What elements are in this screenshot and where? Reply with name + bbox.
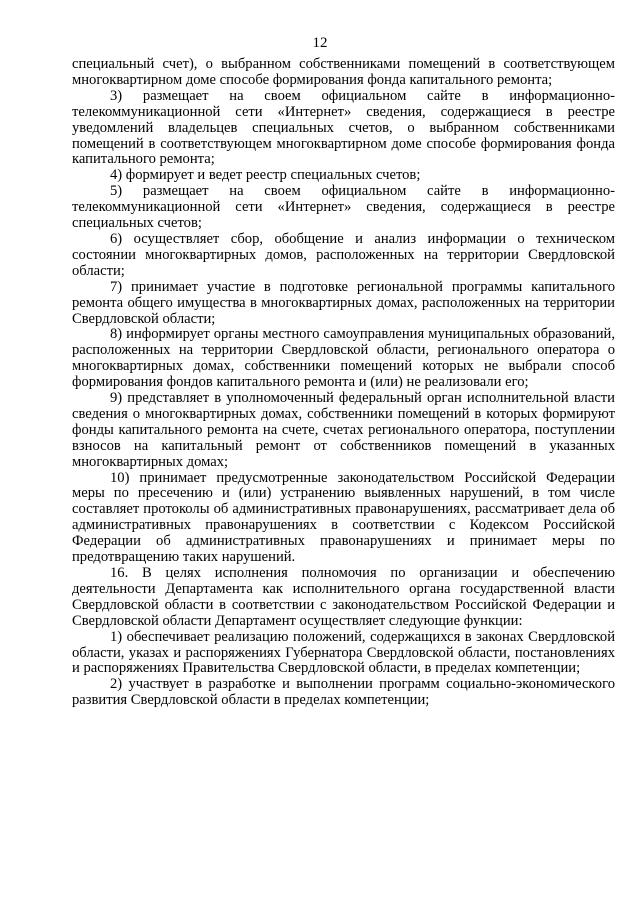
paragraph: 2) участвует в разработке и выполнении программ социально-экономического развития Свердловской области в пределах компетенции; bbox=[72, 676, 615, 709]
paragraph: 6) осуществляет сбор, обобщение и анализ информации о техническом состоянии многоквартирных домов, расположенных на территории Свердловской области; bbox=[72, 230, 615, 279]
paragraph: 4) формирует и ведет реестр специальных счетов; bbox=[110, 167, 421, 184]
paragraph: 7) принимает участие в подготовке региональной программы капитального ремонта общего имущества в многоквартирных домах, расположенных на территории Свердловской области; bbox=[72, 278, 615, 327]
paragraph: 10) принимает предусмотренные законодательством Российской Федерации меры по пресечению и (или) устранению выявленных нарушений, в том числе составляет протоколы об административных правонарушениях, рассматривает дела об административных правонарушениях в соответствии с Кодексом Российской Федерации об административных правонарушениях и принимает меры по предотвращению таких нарушений. bbox=[72, 469, 615, 566]
paragraph: 16. В целях исполнения полномочия по организации и обеспечению деятельности Департамента как исполнительного органа государственной власти Свердловской области в соответствии с законодательством Российской Федерации и Свердловской области Департамент осуществляет следующие функции: bbox=[72, 565, 615, 629]
paragraph: 5) размещает на своем официальном сайте в информационно-телекоммуникационной сети «Интернет» сведения, содержащиеся в реестре специальных счетов; bbox=[72, 183, 615, 232]
paragraph: 3) размещает на своем официальном сайте в информационно-телекоммуникационной сети «Интернет» сведения, содержащиеся в реестре уведомлений владельцев специальных счетов, о выбранном собственниками помещений в соответствующем многоквартирном доме способе формирования фонда капитального ремонта; bbox=[72, 87, 615, 168]
paragraph: 9) представляет в уполномоченный федеральный орган исполнительной власти сведения о многоквартирных домах, собственники помещений в которых формируют фонды капитального ремонта на счете, счетах регионального оператора, поступлении взносов на капитальный ремонт от собственников помещений в указанных многоквартирных домах; bbox=[72, 390, 615, 470]
page-number: 12 bbox=[312, 35, 328, 51]
paragraph: специальный счет), о выбранном собственниками помещений в соответствующем многоквартирном доме способе формирования фонда капитального ремонта; bbox=[72, 56, 615, 88]
paragraph: 1) обеспечивает реализацию положений, содержащихся в законах Свердловской области, указах и распоряжениях Губернатора Свердловской области, постановлениях и распоряжениях Правительства Свердловской области, в пределах компетенции; bbox=[72, 628, 615, 677]
paragraph: 8) информирует органы местного самоуправления муниципальных образований, расположенных на территории Свердловской области, регионального оператора о многоквартирных домах, собственники помещений которых не выбрали способ формирования фондов капитального ремонта и (или) не реализовали его; bbox=[72, 326, 615, 391]
document-body bbox=[72, 57, 615, 709]
